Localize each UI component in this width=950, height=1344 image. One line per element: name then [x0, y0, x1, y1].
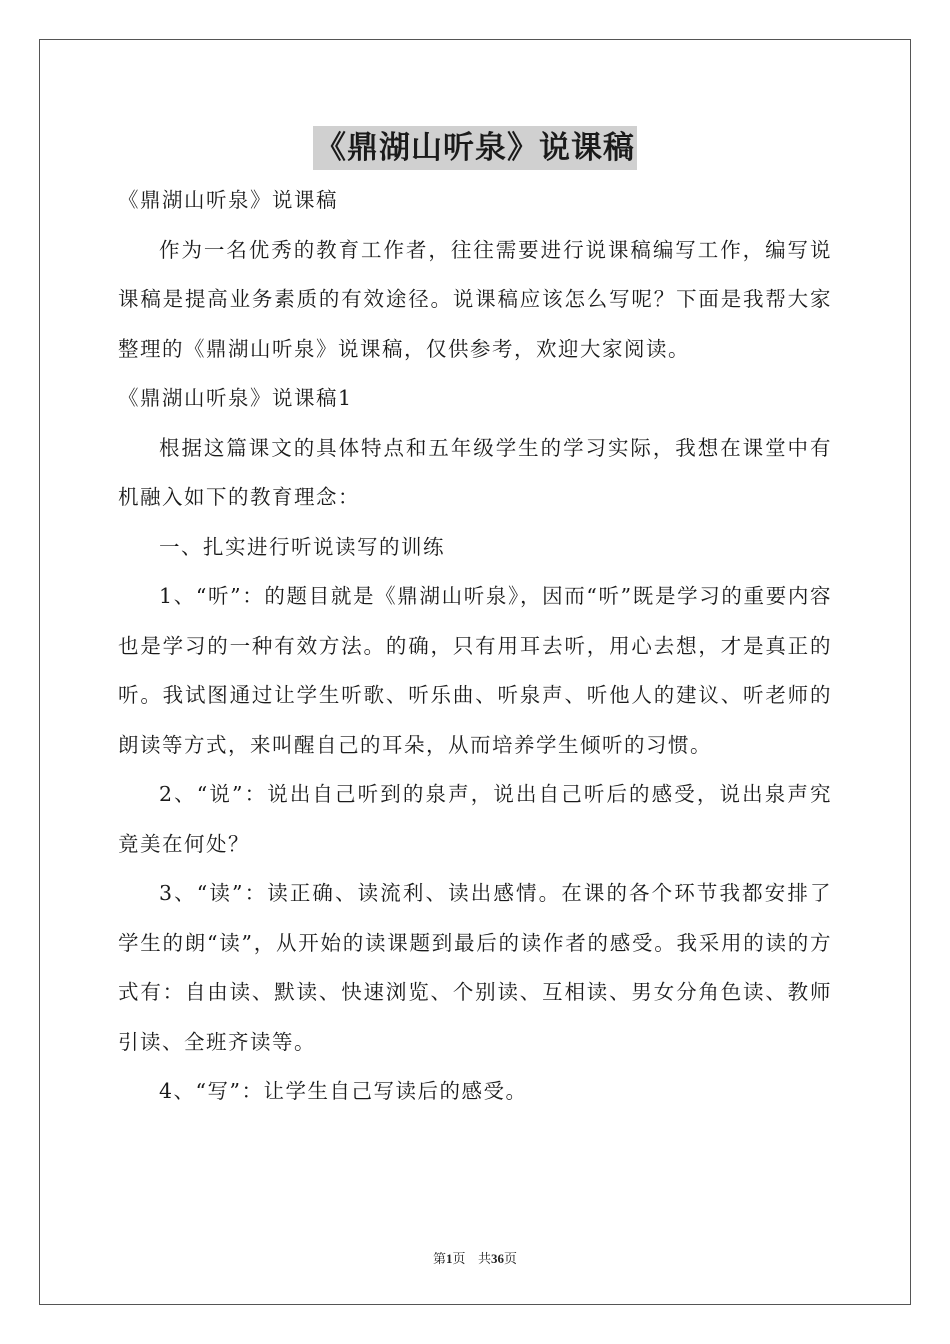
document-title: 《鼎湖山听泉》说课稿 [313, 126, 637, 170]
paragraph-5: 3、“读”：读正确、读流利、读出感情。在课的各个环节我都安排了学生的朗“读”，从开始的读课题到最后的读作者的感受。我采用的读的方式有：自由读、默读、快速浏览、个别读、互相读、男女分角色读、教师引读、全班齐读等。 [118, 881, 832, 1054]
footer-total-prefix: 共 [477, 1252, 491, 1267]
section-heading: 《鼎湖山听泉》说课稿1 [118, 386, 353, 410]
footer-total-unit: 页 [503, 1252, 517, 1267]
footer-page-number: 1 [446, 1251, 453, 1266]
page-footer [0, 1248, 950, 1267]
paragraph-1: 根据这篇课文的具体特点和五年级学生的学习实际，我想在课堂中有机融入如下的教育理念： [118, 435, 832, 509]
intro-paragraph: 作为一名优秀的教育工作者，往往需要进行说课稿编写工作，编写说课稿是提高业务素质的有效途径。说课稿应该怎么写呢？下面是我帮大家整理的《鼎湖山听泉》说课稿，仅供参考，欢迎大家阅读。 [118, 237, 832, 361]
paragraph-3: 1、“听”：的题目就是《鼎湖山听泉》，因而“听”既是学习的重要内容也是学习的一种有效方法。的确，只有用耳去听，用心去想，才是真正的听。我试图通过让学生听歌、听乐曲、听泉声、听他人的建议、听老师的朗读等方式，来叫醒自己的耳朵，从而培养学生倾听的习惯。 [118, 584, 832, 757]
paragraph-2: 一、扎实进行听说读写的训练 [159, 534, 445, 559]
footer-total-pages: 36 [490, 1251, 504, 1266]
subtitle: 《鼎湖山听泉》说课稿 [118, 188, 338, 212]
document-body [118, 176, 832, 1117]
title-container [0, 126, 950, 170]
footer-page-unit: 页 [452, 1252, 466, 1267]
paragraph-6: 4、“写”：让学生自己写读后的感受。 [159, 1079, 528, 1103]
paragraph-4: 2、“说”：说出自己听到的泉声，说出自己听后的感受，说出泉声究竟美在何处？ [118, 782, 832, 856]
footer-prefix: 第 [433, 1252, 447, 1267]
